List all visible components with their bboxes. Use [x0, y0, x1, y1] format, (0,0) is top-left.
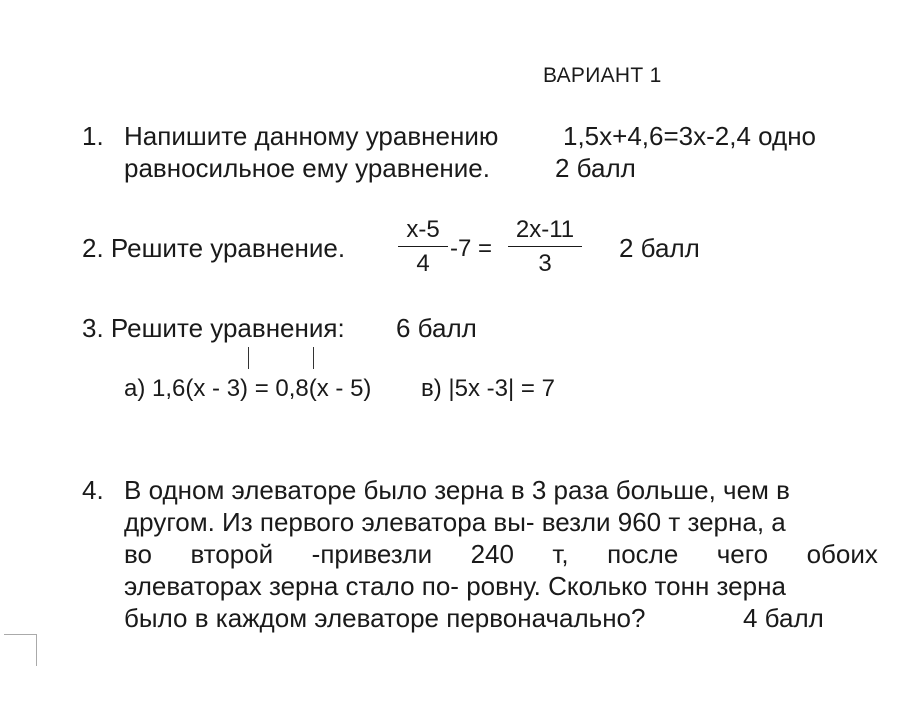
pen-mark — [248, 347, 249, 369]
q3-points: 6 балл — [396, 313, 477, 343]
q4-line-4: элеваторах зерна стало по- ровну. Сколько тонн зерна — [124, 571, 786, 601]
q2-fraction-right — [508, 216, 582, 278]
q2-fraction-left — [398, 216, 448, 278]
q4-line-1: В одном элеваторе было зерна в 3 раза больше, чем в — [124, 475, 790, 505]
q2-frac1-numerator: х-5 — [406, 216, 440, 243]
q4-line-2: другом. Из первого элеватора вы- везли 960 т зерна, а — [124, 507, 786, 537]
q2-middle: -7 = — [450, 235, 493, 262]
q4-word: т, — [552, 539, 569, 569]
q1-text-line1: Напишите данному уравнению — [124, 121, 499, 151]
q2-frac1-denominator: 4 — [416, 250, 430, 277]
q4-line-3 — [124, 539, 878, 570]
fraction-bar — [508, 246, 582, 247]
pen-mark — [313, 347, 314, 369]
q4-word: во — [124, 539, 152, 569]
q4-word: второй — [190, 539, 274, 569]
q3-label: 3. Решите уравнения: — [82, 313, 345, 343]
q1-text-line2: равносильное ему уравнение. — [124, 153, 490, 183]
q1-number: 1. — [82, 121, 104, 151]
q1-points: 2 балл — [555, 153, 636, 183]
q4-word: после — [607, 539, 679, 569]
q2-points: 2 балл — [619, 233, 700, 263]
q2-frac2-denominator: 3 — [538, 250, 552, 277]
q3-part-a: а) 1,6(х - 3) = 0,8(х - 5) — [124, 375, 372, 402]
q4-word: обоих — [806, 539, 878, 569]
q4-number: 4. — [82, 475, 104, 505]
q3-part-b: в) |5х -3| = 7 — [421, 375, 555, 402]
q2-label: 2. Решите уравнение. — [82, 233, 346, 263]
q1-equation: 1,5х+4,6=3х-2,4 одно — [563, 121, 817, 151]
crop-corner-mark — [4, 634, 37, 666]
q4-line-5: было в каждом элеваторе первоначально? — [124, 603, 646, 633]
fraction-bar — [398, 246, 448, 247]
q2-frac2-numerator: 2х-11 — [515, 216, 575, 243]
q4-word: чего — [716, 539, 769, 569]
variant-title: ВАРИАНТ 1 — [543, 64, 662, 87]
q4-word: 240 — [470, 539, 514, 569]
q4-word: -привезли — [311, 539, 433, 569]
q4-points: 4 балл — [743, 603, 824, 633]
